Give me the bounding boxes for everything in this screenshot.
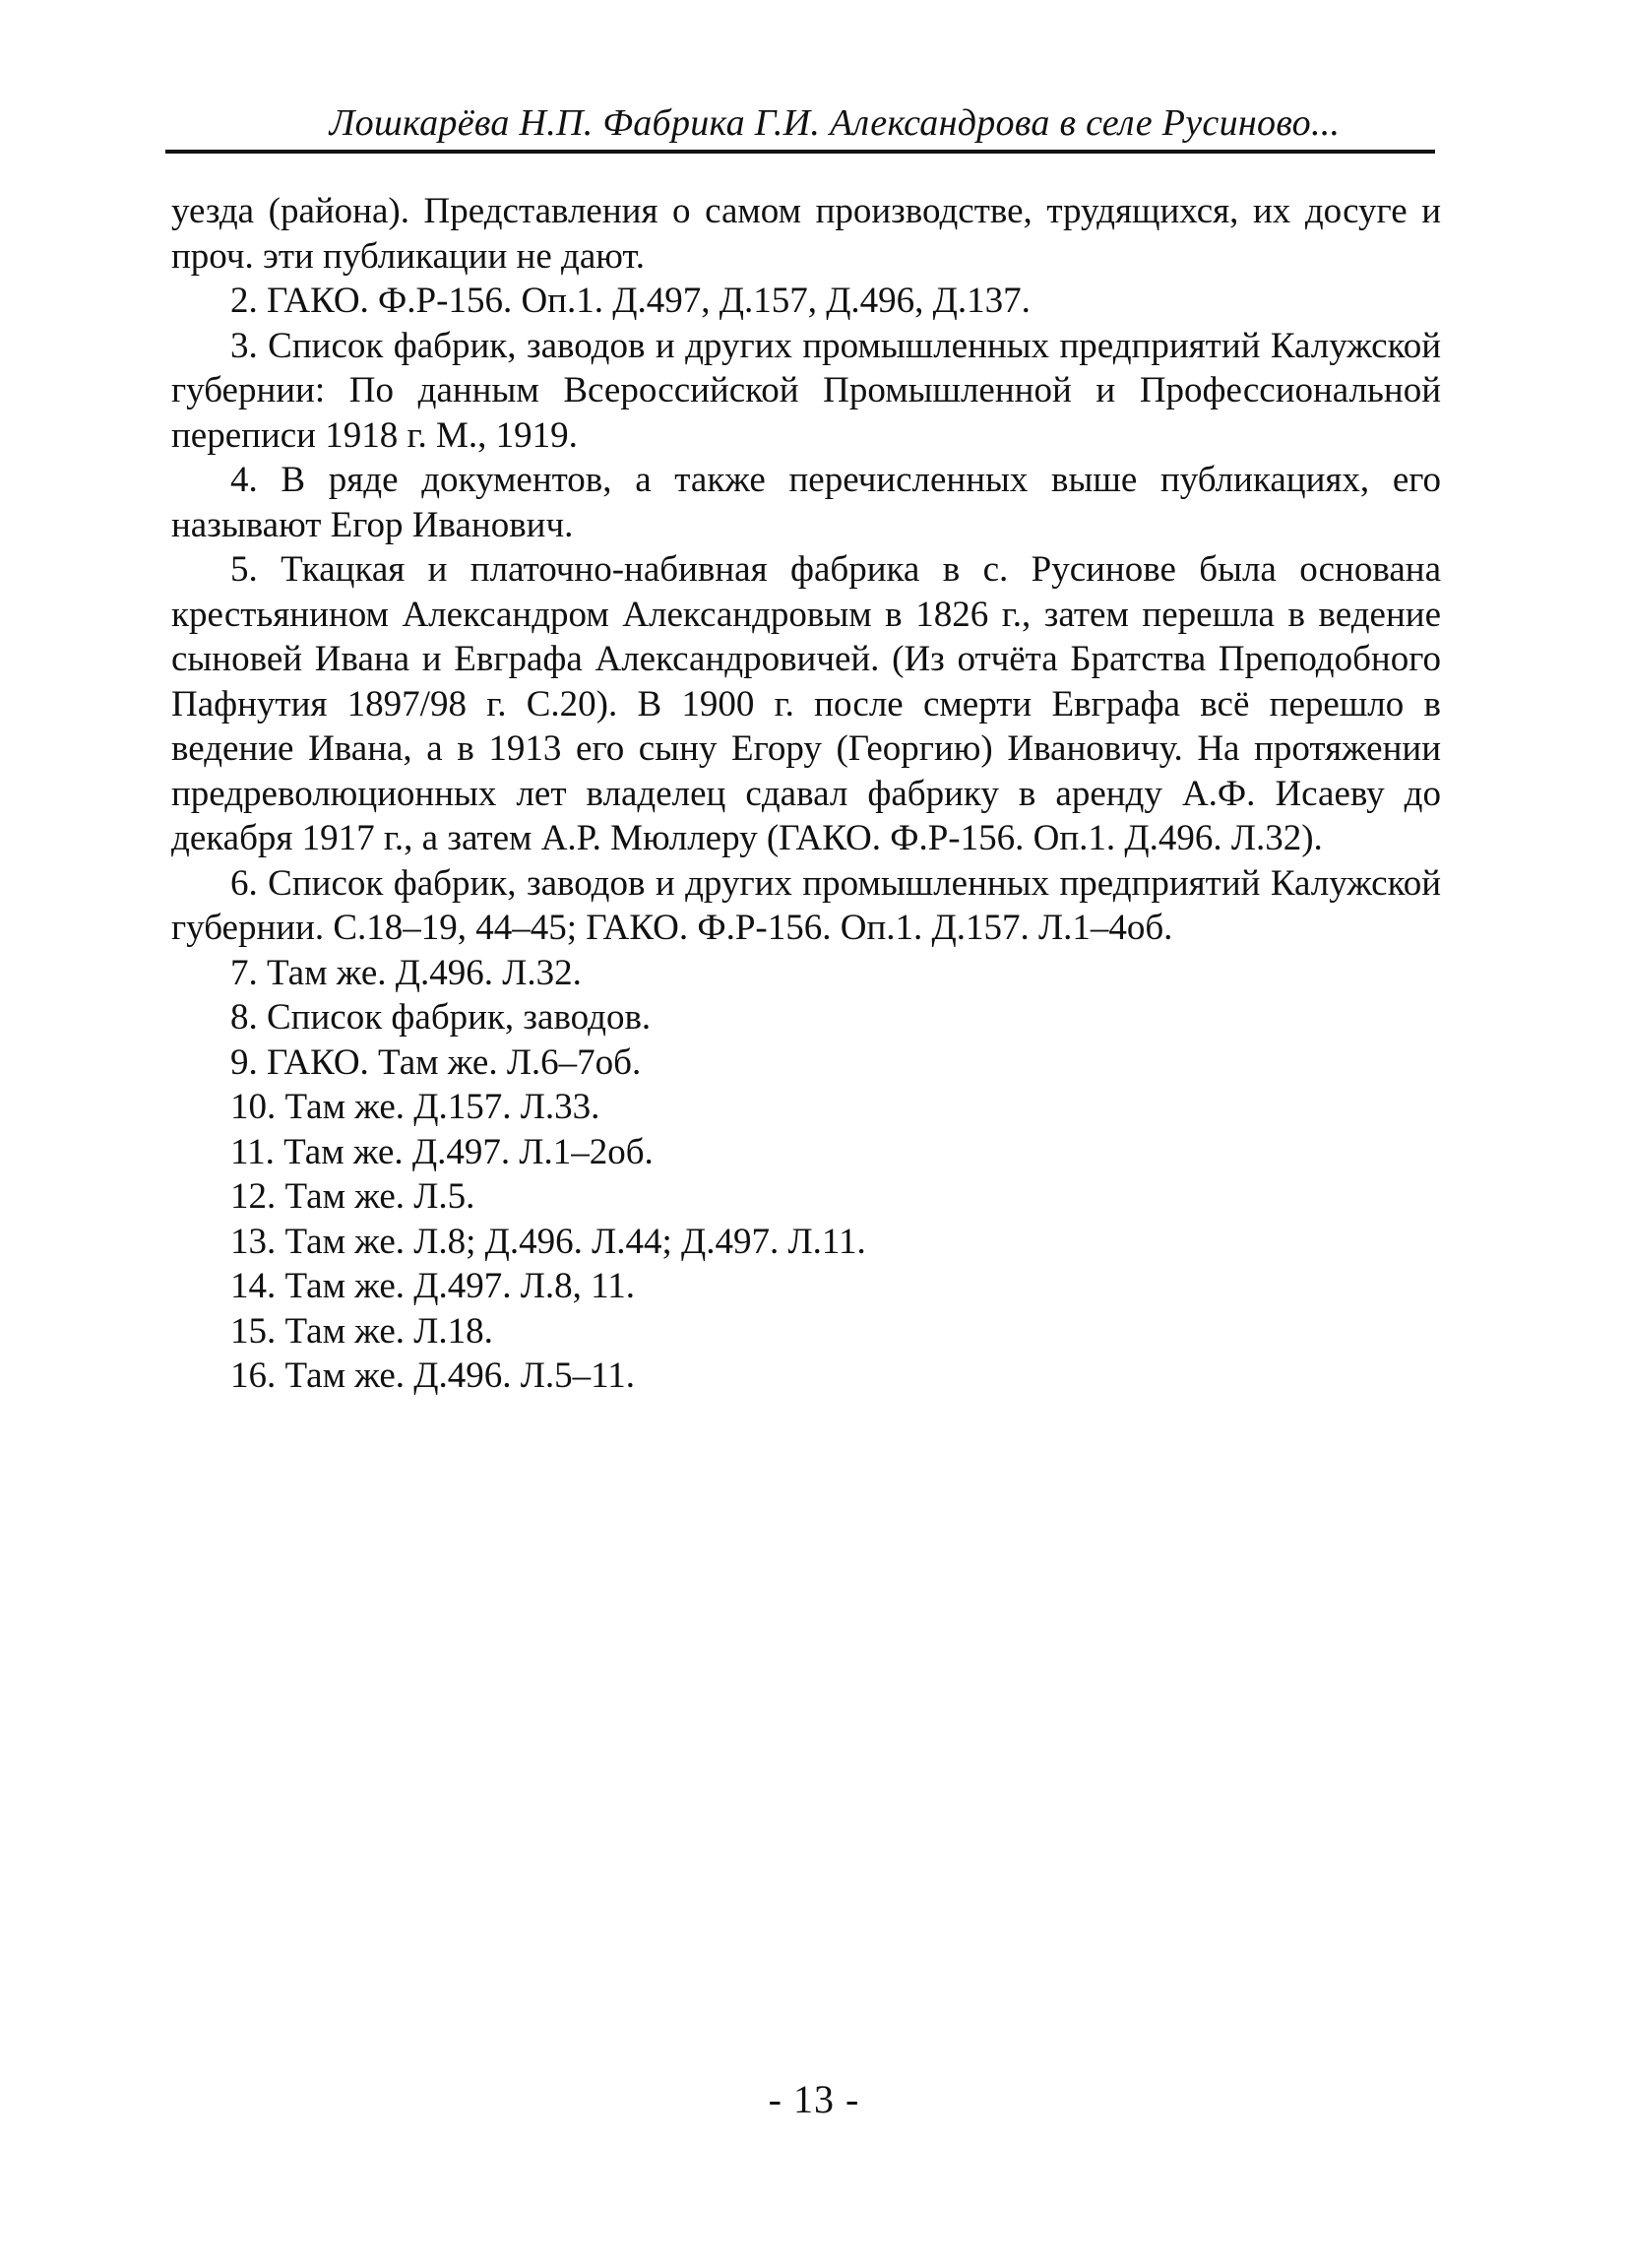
note-5: 5. Ткацкая и платочно-набивная фабрика в с. Русинове была основана крестьянином Александром Александровым в 1826 г., затем перешла в ведение сыновей Ивана и Евграфа Александровичей. (Из отчёта Братства Преподобного Пафнутия 1897/98 г. С.20). В 1900 г. после смерти Евграфа всё перешло в ведение Ивана, а в 1913 его сыну Егору (Георгию) Ивановичу. На протяжении предреволюционных лет владелец сдавал фабрику в аренду А.Ф. Исаеву до декабря 1917 г., а затем А.Р. Мюллеру (ГАКО. Ф.Р-156. Оп.1. Д.496. Л.32). xyxy=(171,549,1441,858)
note-8: 8. Список фабрик, заводов. xyxy=(230,997,652,1038)
note-12: 12. Там же. Л.5. xyxy=(230,1176,475,1217)
note-2: 2. ГАКО. Ф.Р-156. Оп.1. Д.497, Д.157, Д.496, Д.137. xyxy=(230,281,1031,321)
note-15: 15. Там же. Л.18. xyxy=(230,1310,493,1352)
note-3: 3. Список фабрик, заводов и других промышленных предприятий Калужской губернии: По данным Всероссийской Промышленной и Профессиональной переписи 1918 г. М., 1919. xyxy=(171,325,1441,456)
note-10: 10. Там же. Д.157. Л.33. xyxy=(230,1087,600,1127)
note-9: 9. ГАКО. Там же. Л.6–7об. xyxy=(230,1041,642,1083)
note-16: 16. Там же. Д.496. Л.5–11. xyxy=(230,1355,635,1396)
running-header-title: Лошкарёва Н.П. Фабрика Г.И. Александрова в селе Русиново... xyxy=(329,102,1341,144)
note-6: 6. Список фабрик, заводов и других промышленных предприятий Калужской губернии. С.18–19, 44–45; ГАКО. Ф.Р-156. Оп.1. Д.157. Л.1–4об. xyxy=(171,862,1441,948)
note-continuation: уезда (района). Представления о самом производстве, трудящихся, их досуге и проч. эти публикации не дают. xyxy=(171,191,1441,277)
endnotes xyxy=(171,189,1441,1399)
note-11: 11. Там же. Д.497. Л.1–2об. xyxy=(230,1131,654,1172)
note-7: 7. Там же. Д.496. Л.32. xyxy=(230,952,582,993)
note-4: 4. В ряде документов, а также перечисленных выше публикациях, его называют Егор Иванович. xyxy=(171,460,1441,545)
note-14: 14. Там же. Д.497. Л.8, 11. xyxy=(230,1266,635,1306)
page-number: - 13 - xyxy=(768,2077,860,2121)
running-header xyxy=(165,102,1435,154)
note-13: 13. Там же. Л.8; Д.496. Л.44; Д.497. Л.11. xyxy=(230,1221,866,1262)
